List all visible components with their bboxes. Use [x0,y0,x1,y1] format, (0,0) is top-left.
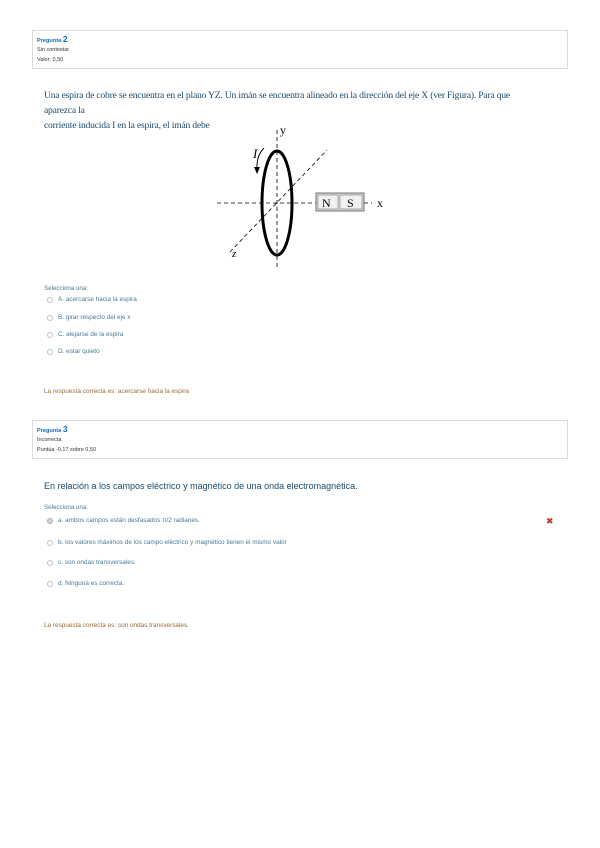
radio-button[interactable] [47,581,53,587]
incorrect-icon: ✖ [546,516,554,526]
radio-button[interactable] [47,349,53,355]
z-axis-line [230,150,327,252]
question-3-number: Pregunta 3 [37,424,68,434]
question-2-number: Pregunta 2 [37,34,68,44]
question-3-option-b[interactable]: b. los valores máximos de los campo eléctrico y magnético tienen el mismo valor [47,538,287,548]
radio-button[interactable] [47,332,53,338]
question-2-option-b[interactable]: B. girar respecto del eje x [47,313,130,323]
question-3-prompt: Selecciona una: [44,504,89,511]
y-axis-label: y [280,123,286,137]
loop-magnet-figure [212,120,392,270]
south-pole-label: S [347,196,354,210]
question-2-text-line-2: corriente inducida I en la espira, el imán debe [44,120,210,131]
radio-button[interactable] [47,560,53,566]
question-2-option-a[interactable]: A. acercarse hacia la espira [47,295,137,305]
question-3-state: Incorrecta [37,437,62,443]
x-axis-label: x [377,196,383,210]
radio-button[interactable] [47,297,53,303]
north-pole-label: N [322,196,331,210]
current-arrowhead [254,167,260,174]
question-2-text-line-1: Una espira de cobre se encuentra en el plano YZ. Un imán se encuentra alineado en la dirección del eje X (ver Figura). Para que aparezca la [44,90,510,116]
question-3-info [32,420,568,459]
question-2-state: Sin contestar [37,47,70,53]
radio-button-checked[interactable] [47,518,53,524]
question-3-feedback: La respuesta correcta es: son ondas transversales. [44,622,189,629]
question-2-option-d[interactable]: D. estar quieto [47,347,100,357]
question-3-option-c[interactable]: c. son ondas transversales. [47,558,136,568]
question-2-grade: Valor: 0,50 [37,57,64,63]
z-axis-label: z [232,248,237,260]
question-2-option-c[interactable]: C. alejarse de la espira [47,330,123,340]
radio-button[interactable] [47,315,53,321]
question-3-text: En relación a los campos eléctrico y magnético de una onda electromagnética. [44,481,358,491]
question-2-feedback: La respuesta correcta es: acercarse hacia la espira [44,388,189,395]
question-3-option-d[interactable]: d. Ninguna es correcta. [47,579,124,589]
radio-button[interactable] [47,540,53,546]
question-2-info [32,30,568,69]
current-arrow [257,148,264,170]
question-3-option-a[interactable]: a. ambos campos están desfasados π/2 radianes. [47,516,200,526]
question-2-prompt: Selecciona una: [44,285,89,292]
current-label: I [253,146,258,161]
question-3-grade: Puntúa -0,17 sobre 0,50 [37,447,97,453]
